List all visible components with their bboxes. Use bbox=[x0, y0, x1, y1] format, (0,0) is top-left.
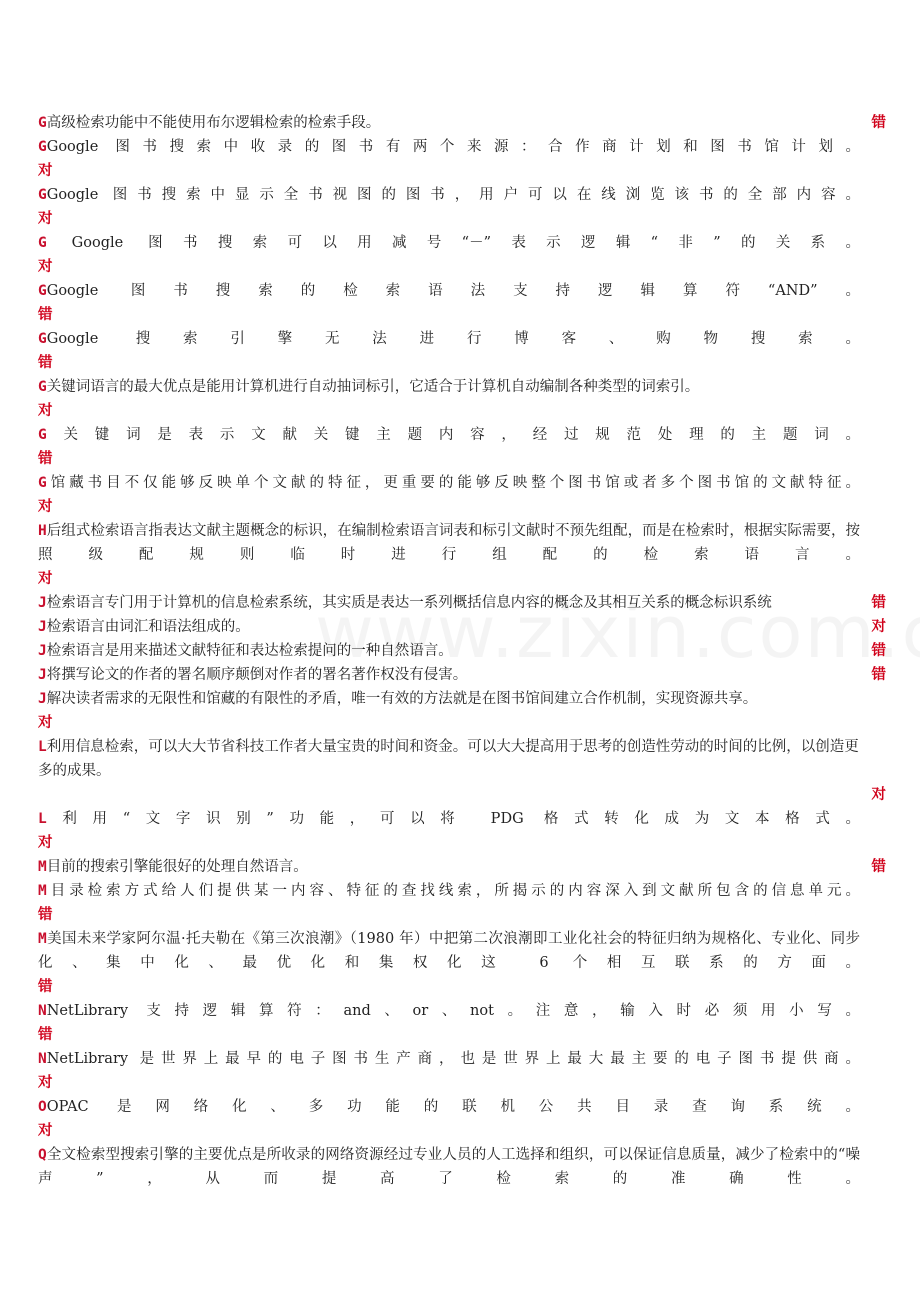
statement: 检索语言专门用于计算机的信息检索系统，其实质是表达一系列概括信息内容的概念及其相互关系的概念标识系统 bbox=[46, 595, 772, 611]
answer-mark: 对 bbox=[38, 1123, 53, 1139]
statement: 目录检索方式给人们提供某一内容、特征的查找线索，所揭示的内容深入到文献所包含的信息单元。 bbox=[46, 883, 860, 899]
answer-mark: 错 bbox=[38, 907, 53, 923]
document-body bbox=[38, 111, 886, 1191]
index-letter: N bbox=[38, 1003, 47, 1019]
index-letter: G bbox=[38, 187, 47, 203]
statement: 利用“文字识别”功能，可以将 PDG 格式转化成为文本格式。 bbox=[46, 811, 860, 827]
index-letter: J bbox=[38, 667, 47, 683]
question-text bbox=[38, 423, 886, 447]
answer-mark: 错 bbox=[871, 595, 886, 611]
question-item bbox=[38, 855, 886, 879]
index-letter: G bbox=[38, 427, 47, 443]
question-text bbox=[38, 183, 886, 207]
index-letter: L bbox=[38, 811, 47, 827]
statement: 目前的搜索引擎能很好的处理自然语言。 bbox=[46, 859, 308, 875]
index-letter: G bbox=[38, 283, 47, 299]
question-item bbox=[38, 375, 886, 423]
question-item bbox=[38, 1143, 886, 1191]
question-text bbox=[38, 279, 886, 303]
index-letter: O bbox=[38, 1099, 47, 1115]
question-text bbox=[38, 855, 886, 879]
question-item bbox=[38, 639, 886, 663]
answer-mark: 错 bbox=[871, 859, 886, 875]
statement: 检索语言是用来描述文献特征和表达检索提问的一种自然语言。 bbox=[46, 643, 453, 659]
statement: Google 图书搜索中收录的图书有两个来源：合作商计划和图书馆计划。 bbox=[46, 139, 860, 155]
answer-mark: 对 bbox=[38, 571, 53, 587]
statement: 关键词语言的最大优点是能用计算机进行自动抽词标引，它适合于计算机自动编制各种类型的词索引。 bbox=[46, 379, 700, 395]
answer-mark: 错 bbox=[38, 355, 53, 371]
statement: OPAC 是网络化、多功能的联机公共目录查询系统。 bbox=[46, 1099, 860, 1115]
question-text bbox=[38, 639, 886, 663]
statement: NetLibrary 是世界上最早的电子图书生产商，也是世界上最大最主要的电子图书提供商。 bbox=[46, 1051, 860, 1067]
answer-mark: 对 bbox=[38, 835, 53, 851]
answer-mark: 对 bbox=[38, 163, 53, 179]
statement: Google 图书搜索的检索语法支持逻辑算符“AND”。 bbox=[46, 283, 860, 299]
index-letter: J bbox=[38, 595, 47, 611]
question-item bbox=[38, 615, 886, 639]
answer-mark: 对 bbox=[38, 715, 53, 731]
question-text bbox=[38, 807, 886, 831]
statement: 全文检索型搜索引擎的主要优点是所收录的网络资源经过专业人员的人工选择和组织，可以保证信息质量，减少了检索中的“噪声”，从而提高了检索的准确性。 bbox=[38, 1147, 860, 1187]
question-text bbox=[38, 1143, 886, 1191]
statement: 利用信息检索，可以大大节省科技工作者大量宝贵的时间和资金。可以大大提高用于思考的创造性劳动的时间的比例，以创造更多的成果。 bbox=[38, 739, 859, 779]
answer-mark: 对 bbox=[38, 211, 53, 227]
question-item bbox=[38, 879, 886, 927]
answer-mark: 对 bbox=[38, 403, 53, 419]
index-letter: J bbox=[38, 643, 47, 659]
question-item bbox=[38, 807, 886, 855]
statement: Google 图书搜索可以用减号“－”表示逻辑“非”的关系。 bbox=[46, 235, 860, 251]
index-letter: G bbox=[38, 235, 47, 251]
index-letter: G bbox=[38, 331, 47, 347]
question-item bbox=[38, 471, 886, 519]
question-text bbox=[38, 879, 886, 903]
statement: 关键词是表示文献关键主题内容，经过规范处理的主题词。 bbox=[46, 427, 860, 443]
question-text bbox=[38, 375, 886, 399]
index-letter: M bbox=[38, 859, 47, 875]
statement: 馆藏书目不仅能够反映单个文献的特征，更重要的能够反映整个图书馆或者多个图书馆的文献特征。 bbox=[46, 475, 860, 491]
answer-mark: 错 bbox=[871, 667, 886, 683]
question-text bbox=[38, 135, 886, 159]
answer-mark: 错 bbox=[871, 643, 886, 659]
statement: Google 搜索引擎无法进行博客、购物搜索。 bbox=[46, 331, 860, 347]
question-text bbox=[38, 687, 886, 711]
index-letter: J bbox=[38, 619, 47, 635]
index-letter: G bbox=[38, 139, 47, 155]
question-text bbox=[38, 327, 886, 351]
question-item bbox=[38, 591, 886, 615]
answer-mark: 对 bbox=[871, 787, 886, 803]
statement: 解决读者需求的无限性和馆藏的有限性的矛盾，唯一有效的方法就是在图书馆间建立合作机制，实现资源共享。 bbox=[46, 691, 758, 707]
question-text bbox=[38, 927, 886, 975]
statement: 将撰写论文的作者的署名顺序颠倒对作者的署名著作权没有侵害。 bbox=[46, 667, 468, 683]
question-item bbox=[38, 999, 886, 1047]
question-item bbox=[38, 927, 886, 999]
index-letter: Q bbox=[38, 1147, 47, 1163]
question-item bbox=[38, 279, 886, 327]
index-letter: H bbox=[38, 523, 47, 539]
question-text bbox=[38, 735, 886, 783]
statement: Google 图书搜索中显示全书视图的图书，用户可以在线浏览该书的全部内容。 bbox=[46, 187, 860, 203]
question-item bbox=[38, 519, 886, 591]
question-item bbox=[38, 735, 886, 807]
index-letter: L bbox=[38, 739, 47, 755]
answer-mark: 错 bbox=[38, 451, 53, 467]
question-text bbox=[38, 231, 886, 255]
question-item bbox=[38, 1095, 886, 1143]
statement: 后组式检索语言指表达文献主题概念的标识，在编制检索语言词表和标引文献时不预先组配，而是在检索时，根据实际需要，按照级配规则临时进行组配的检索语言。 bbox=[38, 523, 860, 563]
question-text bbox=[38, 111, 886, 135]
question-item bbox=[38, 183, 886, 231]
question-item bbox=[38, 687, 886, 735]
question-text bbox=[38, 591, 886, 615]
answer-mark: 错 bbox=[871, 115, 886, 131]
question-text bbox=[38, 1095, 886, 1119]
question-item bbox=[38, 111, 886, 135]
answer-mark: 对 bbox=[38, 499, 53, 515]
index-letter: G bbox=[38, 379, 47, 395]
index-letter: G bbox=[38, 115, 47, 131]
question-item bbox=[38, 231, 886, 279]
index-letter: M bbox=[38, 931, 47, 947]
statement: 检索语言由词汇和语法组成的。 bbox=[46, 619, 250, 635]
question-item bbox=[38, 327, 886, 375]
answer-mark: 对 bbox=[38, 259, 53, 275]
statement: 高级检索功能中不能使用布尔逻辑检索的检索手段。 bbox=[46, 115, 381, 131]
question-item bbox=[38, 135, 886, 183]
question-text bbox=[38, 471, 886, 495]
statement: 美国未来学家阿尔温·托夫勒在《第三次浪潮》（1980 年）中把第二次浪潮即工业化社会的特征归纳为规格化、专业化、同步化、集中化、最优化和集权化这 6 个相互联系的方面。 bbox=[38, 931, 860, 971]
question-text bbox=[38, 519, 886, 567]
answer-mark: 错 bbox=[38, 307, 53, 323]
answer-mark: 错 bbox=[38, 979, 53, 995]
answer-mark: 对 bbox=[871, 619, 886, 635]
question-item bbox=[38, 1047, 886, 1095]
question-text bbox=[38, 999, 886, 1023]
question-item bbox=[38, 423, 886, 471]
statement: NetLibrary 支持逻辑算符：and、or、not。注意，输入时必须用小写。 bbox=[46, 1003, 860, 1019]
index-letter: N bbox=[38, 1051, 47, 1067]
index-letter: J bbox=[38, 691, 47, 707]
question-text bbox=[38, 1047, 886, 1071]
answer-mark: 错 bbox=[38, 1027, 53, 1043]
index-letter: M bbox=[38, 883, 47, 899]
question-text bbox=[38, 615, 886, 639]
index-letter: G bbox=[38, 475, 47, 491]
answer-mark: 对 bbox=[38, 1075, 53, 1091]
question-item bbox=[38, 663, 886, 687]
question-text bbox=[38, 663, 886, 687]
